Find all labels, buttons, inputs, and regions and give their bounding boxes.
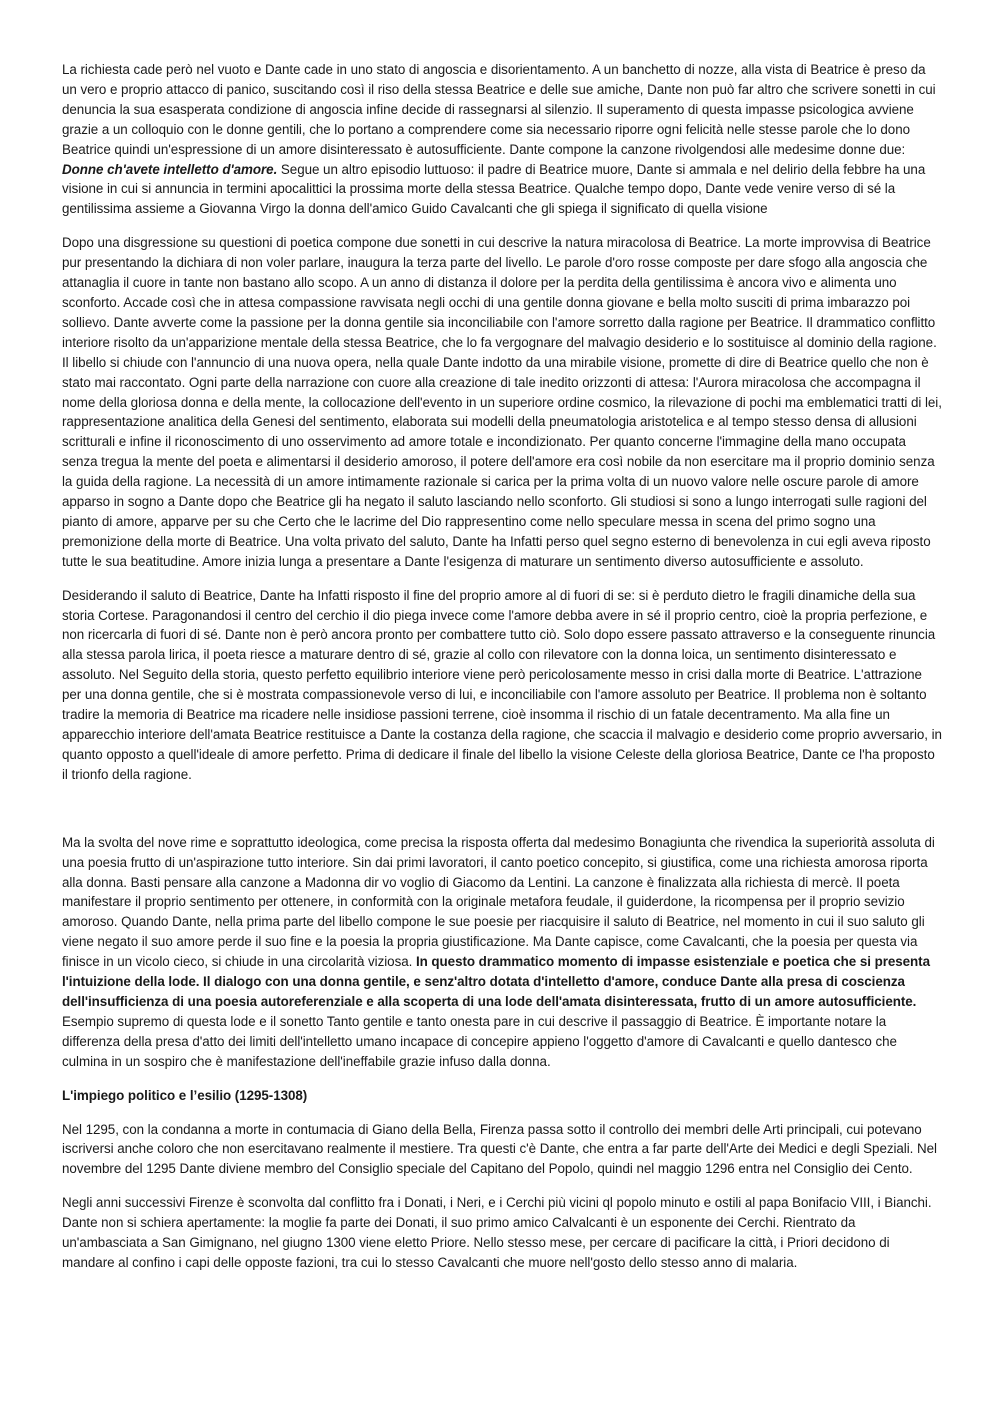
paragraph-text: La richiesta cade però nel vuoto e Dante cade in uno stato di angoscia e disorientamento. A un banchetto di nozze, alla vista di Beatrice è preso da un vero e proprio attacco di panico, suscitando così il riso della stessa Beatrice e delle sue amiche, Dante non può far altro che scrivere sonetti in cui denuncia la sua esasperata condizione di angoscia infine decide di rassegnarsi al silenzio. Il superamento di questa impasse psicologica avviene grazie a un colloquio con le donne gentili, che lo portano a comprendere come sia necessario riporre ogni felicità nelle stesse parole che lo dono Beatrice quindi un'espressione di un amore disinteressato è autosufficiente. Dante compone la canzone rivolgendosi alle medesime donne due:: [62, 62, 936, 157]
paragraph-text: Esempio supremo di questa lode e il sonetto Tanto gentile e tanto onesta pare in cui descrive il passaggio di Beatrice. È importante notare la differenza della presa d'atto dei limiti dell'intelletto umano incapace di concepire appieno l'oggetto d'amore di Cavalcanti e quello dantesco che culmina in un sospiro che è manifestazione dell'ineffabile grazie infuso dalla donna.: [62, 1013, 897, 1069]
paragraph-saluto: Desiderando il saluto di Beatrice, Dante ha Infatti risposto il fine del proprio amore al di fuori di se: si è perduto dietro le fragili dinamiche della sua storia Cortese. Paragonandosi il centro del cerchio il dio piega invece come l'amore debba avere in sé il proprio centro, cioè la propria perfezione, e non ricercarla di fuori di sé. Dante non è però ancora pronto per combattere tutto ciò. Solo dopo essere passato attraverso e la conseguente rinuncia alla stessa parola lirica, il poeta riesce a maturare dentro di sé, grazie al collo con rilevatore con la donna loica, un sentimento disinteressato e assoluto. Nel Seguito della storia, questo perfetto equilibrio interiore viene però pericolosamente messo in crisi dalla morte di Beatrice. L'attrazione per una donna gentile, che si è mostrata compassionevole verso di lui, e inconciliabile con l'amore assoluto per Beatrice. Il problema non è soltanto tradire la memoria di Beatrice ma ricadere nelle insidiose passioni terrene, cioè insomma il rischio di un fatale decentramento. Ma alla fine un apparecchio interiore dell'amata Beatrice restituisce a Dante la costanza della ragione, che scaccia il malvagio e desiderio come proprio avversario, in quanto opposto a quell'ideale di amore perfetto. Prima di dedicare il finale del libello la visione Celeste della gloriosa Beatrice, Dante ce l'ha proposto il trionfo della ragione.: [62, 587, 942, 782]
paragraph-1295: Nel 1295, con la condanna a morte in contumacia di Giano della Bella, Firenza passa sotto il controllo dei membri delle Arti principali, cui potevano iscriversi anche coloro che non esercitavano realmente il mestiere. Tra questi c'è Dante, che entra a far parte dell'Arte dei Medici e degli Speziali. Nel novembre del 1295 Dante diviene membro del Consiglio speciale del Capitano del Popolo, quindi nel maggio 1296 entra nel Consiglio dei Cento.: [62, 1121, 937, 1177]
paragraph-text: Segue un altro episodio luttuoso: il padre di Beatrice muore, Dante si ammala e nel delirio della febbre ha una visione in cui si annuncia in termini apocalittici la prossima morte della stessa Beatrice. Qualche tempo dopo, Dante vede venire verso di sé la gentilissima assieme a Giovanna Virgo la donna dell'amico Guido Cavalcanti che gli spiega il significato di quella visione: [62, 161, 926, 217]
paragraph-digressione: Dopo una disgressione su questioni di poetica compone due sonetti in cui descrive la natura miracolosa di Beatrice. La morte improvvisa di Beatrice pur presentando la dichiara di non voler parlare, inaugura la terza parte del livello. Le parole d'oro rosse composte per dare sfogo alla angoscia che attanaglia il cuore in tante non bastano allo scopo. A un anno di distanza il dolore per la perdita della gentilissima è ancora vivo e alimenta uno sconforto. Accade così che in attesa compassione ravvisata negli occhi di una gentile donna giovane e bella molto susciti di prima imbarazzo poi sollievo. Dante avverte come la passione per la donna gentile sia inconciliabile con l'amore sorretto dalla ragione per Beatrice. Il drammatico conflitto interiore risolto da un'apparizione mentale della stessa Beatrice, che lo fa vergognare del malvagio desiderio e lo sostituisce al dominio della ragione. Il libello si chiude con l'annuncio di una nuova opera, nella quale Dante indotto da una mirabile visione, promette di dire di Beatrice quello che non è stato mai raccontato. Ogni parte della narrazione con cuore alla creazione di tale inedito orizzonti di attesa: l'Aurora miracolosa che accompagna il nome della gloriosa donna e della mente, la collocazione dell'evento in un superiore ordine cosmico, la rilevazione di pochi ma emblematici tratti di lei, rappresentazione analitica della Genesi del sentimento, elaborata sui modelli della pneumatologia aristotelica e al tempo stesso densa di allusioni scritturali e infine il riconoscimento di uno osservimento ad amore totale e incondizionato. Per quanto concerne l'immagine della mano occupata senza tregua la mente del poeta e alimentarsi il desiderio amoroso, il potere dell'amore era così nobile da non esercitare ma il proprio dominio senza la guida della ragione. La necessità di un amore intimamente razionale si carica per la prima volta di un nuovo valore nelle oscure parole di amore apparso in sogno a Dante dopo che Beatrice gli ha negato il saluto lasciando nello sconforto. Gli studiosi si sono a lungo interrogati sulle ragioni del pianto di amore, apparve per su che Certo che le lacrime del Dio rappresentino come nello speculare messa in scena del primo sogno una premonizione della morte di Beatrice. Una volta privato del saluto, Dante ha Infatti perso quel segno esterno di benevolenza in cui egli aveva riposto tutte le sua beatitudine. Amore inizia lunga a presentare a Dante l'esigenza di maturare un sentimento diverso autosufficiente e assoluto.: [62, 235, 942, 569]
paragraph-banchetto: [62, 60, 944, 219]
paragraph-svolta: [62, 833, 944, 1072]
section-heading: L'impiego politico e l’esilio (1295-1308): [62, 1087, 308, 1103]
canzone-title: Donne ch'avete intelletto d'amore.: [62, 161, 278, 177]
paragraph-fazioni: Negli anni successivi Firenze è sconvolta dal conflitto fra i Donati, i Neri, e i Cerchi più vicini ql popolo minuto e ostili al papa Bonifacio VIII, i Bianchi. Dante non si schiera apertamente: la moglie fa parte dei Donati, il suo primo amico Calvalcanti è un esponente dei Cerchi. Rientrato da un'ambasciata a San Gimignano, nel giugno 1300 viene eletto Priore. Nello stesso mese, per cercare di pacificare la città, i Priori decidono di mandare al confino i capi delle opposte fazioni, tra cui lo stesso Cavalcanti che muore nell'gosto dello stesso anno di malaria.: [62, 1195, 932, 1270]
bold-passage: In questo drammatico momento di impasse esistenziale e poetica che si presenta l'intuizione della lode. Il dialogo con una donna gentile, e senz'altro dotata d'intelletto d'amore, conduce Dante alla presa di coscienza dell'insufficienza di una poesia autoreferenziale e alla scoperta di una lode dell'amata disinteressata, frutto di un amore autosufficiente.: [62, 954, 930, 1009]
paragraph-text: Ma la svolta del nove rime e soprattutto ideologica, come precisa la risposta offerta dal medesimo Bonagiunta che rivendica la superiorità assoluta di una poesia frutto di un'aspirazione tutto interiore. Sin dai primi lavoratori, il canto poetico concepito, si giustifica, come una richiesta amorosa riporta alla donna. Basti pensare alla canzone a Madonna dir vo voglio di Giacomo da Lentini. La canzone è finalizzata alla richiesta di mercè. Il poeta manifestare il proprio sentimento per ottenere, in conformità con la originale metafora feudale, il guiderdone, la ricompensa per il proprio sevizio amoroso. Quando Dante, nella prima parte del libello compone le sue poesie per riacquisire il saluto di Beatrice, nel momento in cui il suo saluto gli viene negato il suo amore perde il suo fine e la poesia la propria giustificazione. Ma Dante capisce, come Cavalcanti, che la poesia per questa via finisce in un vicolo cieco, si chiude in una circolarità viziosa.: [62, 834, 935, 970]
